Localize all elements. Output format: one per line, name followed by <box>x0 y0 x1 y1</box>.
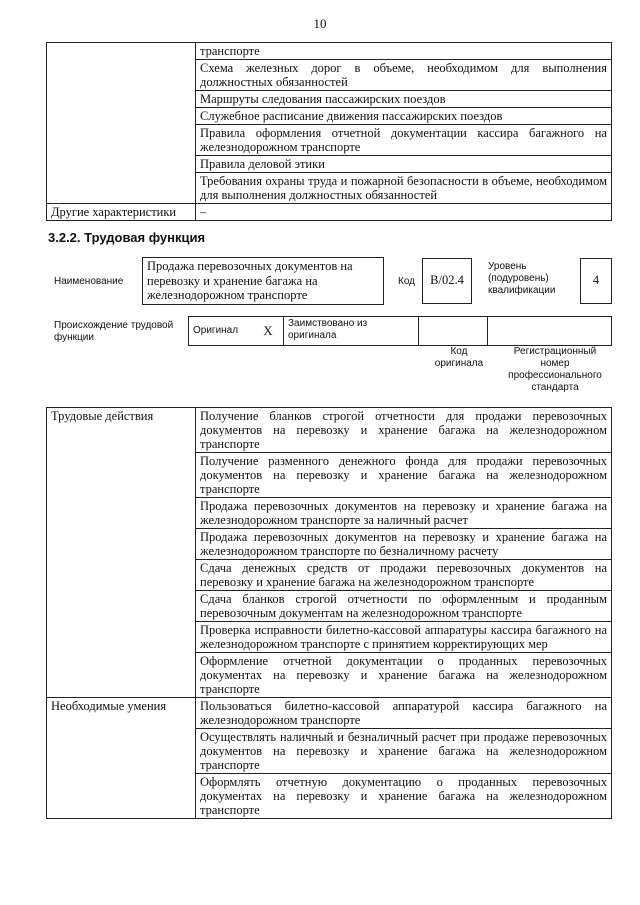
code-label: Код <box>398 276 416 287</box>
section-title: 3.2.2. Трудовая функция <box>48 230 206 245</box>
knowledge-table <box>46 42 612 221</box>
row-text: Правила деловой этики <box>196 156 612 173</box>
level-box <box>580 258 612 304</box>
list-item: Получение разменного денежного фонда для продажи перевозочных документов на перевозку и хранение багажа на железнодорожном транспорте <box>196 453 612 498</box>
row-text: Требования охраны труда и пожарной безопасности в объеме, необходимом для выполнения должностных обязанностей <box>196 173 612 204</box>
code-box <box>422 258 472 304</box>
group-label: Необходимые умения <box>47 698 196 819</box>
list-item: Сдача бланков строгой отчетности по оформленным и проданным перевозочным документам на железнодорожном транспорте <box>196 591 612 622</box>
borrowed-label: Заимствовано из оригинала <box>284 317 419 346</box>
row-label <box>47 43 196 60</box>
table-row <box>47 43 612 60</box>
list-item: Продажа перевозочных документов на перевозку и хранение багажа на железнодорожном транспорте по безналичному расчету <box>196 529 612 560</box>
list-item: Пользоваться билетно-кассовой аппаратурой кассира багажного на железнодорожном транспорте <box>196 698 612 729</box>
origin-label: Происхождение трудовой функции <box>54 320 174 343</box>
row-text: Схема железных дорог в объеме, необходимом для выполнения должностных обязанностей <box>196 60 612 91</box>
function-name-box <box>142 257 384 305</box>
table-row <box>47 60 612 91</box>
row-label <box>47 173 196 204</box>
list-item: Получение бланков строгой отчетности для продажи перевозочных документов на перевозку и хранение багажа на железнодорожном транспорте <box>196 408 612 453</box>
list-item: Осуществлять наличный и безналичный расчет при продаже перевозочных документов на перевозку и хранение багажа на железнодорожном транспорте <box>196 729 612 774</box>
list-item: Оформлять отчетную документацию о проданных перевозочных документах на перевозку и хранение багажа на железнодорожном транспорте <box>196 774 612 819</box>
name-label: Наименование <box>54 276 124 287</box>
page-number: 10 <box>313 16 327 31</box>
row-label <box>47 125 196 156</box>
function-name-value: Продажа перевозочных документов на перевозку и хранение багажа на железнодорожном транспорте <box>147 259 353 302</box>
row-text: – <box>196 204 612 221</box>
table-row <box>47 408 612 453</box>
list-item: Проверка исправности билетно-кассовой аппаратуры кассира багажного на железнодорожном транспорте с принятием корректирующих мер <box>196 622 612 653</box>
origin-table <box>188 316 612 346</box>
row-label <box>47 108 196 125</box>
row-label <box>47 91 196 108</box>
level-value: 4 <box>592 273 600 287</box>
actions-table <box>46 407 612 819</box>
table-row <box>47 156 612 173</box>
group-label: Трудовые действия <box>47 408 196 698</box>
origin-code-cell <box>419 317 488 346</box>
original-label: Оригинал <box>189 317 254 346</box>
original-mark: X <box>253 317 284 346</box>
reg-caption: Регистрационный номер профессионального стандарта <box>508 346 602 393</box>
row-label <box>47 60 196 91</box>
table-row <box>47 204 612 221</box>
table-row <box>47 173 612 204</box>
code-value: B/02.4 <box>430 273 464 287</box>
table-row <box>47 698 612 729</box>
row-text: Правила оформления отчетной документации кассира багажного на железнодорожном транспорте <box>196 125 612 156</box>
row-text: Служебное расписание движения пассажирских поездов <box>196 108 612 125</box>
row-text: транспорте <box>196 43 612 60</box>
list-item: Продажа перевозочных документов на перевозку и хранение багажа на железнодорожном транспорте за наличный расчет <box>196 498 612 529</box>
row-label <box>47 156 196 173</box>
table-row <box>47 108 612 125</box>
row-text: Маршруты следования пассажирских поездов <box>196 91 612 108</box>
list-item: Сдача денежных средств от продажи перевозочных документов на перевозку и хранение багажа на железнодорожном транспорте <box>196 560 612 591</box>
origin-reg-cell <box>488 317 612 346</box>
level-label: Уровень (подуровень) квалификации <box>488 261 556 296</box>
table-row <box>47 125 612 156</box>
table-row <box>47 91 612 108</box>
list-item: Оформление отчетной документации о проданных перевозочных документах на перевозку и хранение багажа на железнодорожном транспорте <box>196 653 612 698</box>
code-caption: Код оригинала <box>434 346 484 369</box>
row-label: Другие характеристики <box>47 204 196 221</box>
